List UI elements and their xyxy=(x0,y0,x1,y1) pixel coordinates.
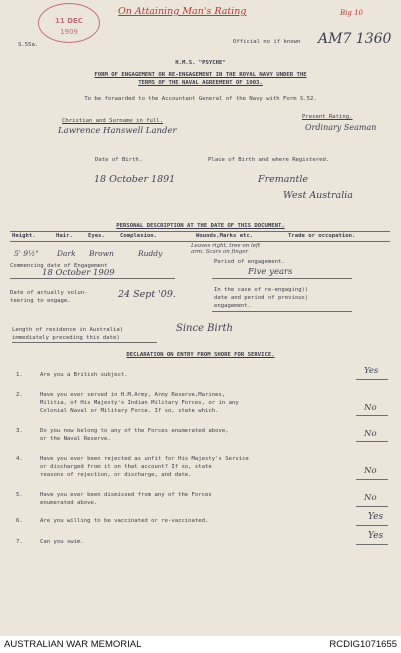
stamp-year: 1909 xyxy=(60,28,78,36)
question-number-2: 2. xyxy=(16,392,23,398)
name-value: Lawrence Hanswell Lander xyxy=(58,126,177,136)
form-code: S.55a. xyxy=(18,42,39,48)
eyes-value: Brown xyxy=(89,249,114,258)
header-eyes: Eyes. xyxy=(88,233,105,239)
pob-label: Place of Birth and where Registered. xyxy=(208,157,330,163)
question-number-4: 4. xyxy=(16,456,23,462)
answer-2-rule xyxy=(356,415,388,416)
answer-3: No xyxy=(364,429,377,439)
answer-6-rule xyxy=(356,525,388,526)
dob-value: 18 October 1891 xyxy=(94,174,176,185)
question-4-line-2: or discharged from it on that account? If so, state xyxy=(40,464,212,470)
question-4-line-1: Have you ever been rejected as unfit for His Majesty's Service xyxy=(40,456,249,462)
question-4-line-3: reasons of rejection, or discharge, and date. xyxy=(40,472,192,478)
header-complexion: Complexion. xyxy=(120,233,158,239)
question-2-line-3: Colonial Naval or Military Force. If so, state which. xyxy=(40,408,219,414)
question-2-line-1: Have you ever served in H.M.Army, Army Reserve,Marines, xyxy=(40,392,226,398)
description-table-header-rule xyxy=(10,241,390,242)
header-trade: Trade or occupation. xyxy=(288,233,356,239)
answer-2: No xyxy=(364,403,377,413)
question-7-line-1: Can you swim. xyxy=(40,539,84,545)
official-no-label: Official no if known xyxy=(233,39,301,45)
height-value: 5' 9½" xyxy=(14,249,39,258)
personal-description-heading: PERSONAL DESCRIPTION AT THE DATE OF THIS DOCUMENT. xyxy=(116,223,285,229)
footer-record-id: RCDIG1071655 xyxy=(329,639,397,650)
official-no-value: AM7 1360 xyxy=(318,31,392,47)
commencing-date-rule xyxy=(10,278,175,279)
declaration-heading: DECLARATION ON ENTRY FROM SHORE FOR SERVICE. xyxy=(126,352,275,358)
pob-value-1: Fremantle xyxy=(258,174,309,185)
stamp-date: 11 DEC xyxy=(55,17,83,25)
question-6-line-1: Are you willing to be vaccinated or re-vaccinated. xyxy=(40,518,209,524)
archive-footer xyxy=(0,636,401,653)
header-wounds: Wounds,Marks etc. xyxy=(196,233,254,239)
question-number-7: 7. xyxy=(16,539,23,545)
residence-rule xyxy=(12,342,157,343)
question-1-line-1: Are you a British subject. xyxy=(40,372,128,378)
reengage-label-3: engagement. xyxy=(214,303,252,309)
answer-6: Yes xyxy=(368,512,384,522)
question-3-line-1: Do you now belong to any of the Forces enumerated above, xyxy=(40,428,229,434)
volunteer-value: 24 Sept '09. xyxy=(118,289,176,300)
description-table-top-rule xyxy=(10,231,390,232)
commencing-date-label: Commencing date of Engagement xyxy=(10,263,108,269)
question-number-1: 1. xyxy=(16,372,23,378)
wounds-value: Leaves right, tree on left arm. Scars on finger xyxy=(191,243,261,255)
header-hair: Hair. xyxy=(56,233,73,239)
question-5-line-2: enumerated above. xyxy=(40,500,98,506)
question-number-5: 5. xyxy=(16,492,23,498)
question-3-line-2: or the Naval Reserve. xyxy=(40,436,111,442)
reengage-label-1: In the case of re-engaging)) xyxy=(214,287,309,293)
question-number-3: 3. xyxy=(16,428,23,434)
forward-note: To be forwarded to the Accountant General of the Navy with Form S.52. xyxy=(84,96,317,102)
pob-value-2: West Australia xyxy=(283,190,353,201)
answer-5: No xyxy=(364,493,377,503)
form-title-line-1: FORM OF ENGAGEMENT OR RE-ENGAGEMENT IN THE ROYAL NAVY UNDER THE xyxy=(94,72,307,78)
complexion-value: Ruddy xyxy=(138,249,163,258)
ship-name: H.M.S. "PSYCHE" xyxy=(175,60,226,66)
header-height: Height. xyxy=(12,233,36,239)
corner-note: Big 10 xyxy=(340,9,363,17)
answer-7-rule xyxy=(356,544,388,545)
period-value: Five years xyxy=(248,267,293,277)
reengage-label-2: date and period of previous) xyxy=(214,295,309,301)
question-5-line-1: Have you ever been dismissed from any of the Forces xyxy=(40,492,212,498)
answer-1: Yes xyxy=(364,366,379,376)
reengage-rule xyxy=(212,311,352,312)
answer-3-rule xyxy=(356,441,388,442)
period-rule xyxy=(212,278,352,279)
commencing-date-value: 18 October 1909 xyxy=(42,268,115,278)
question-number-6: 6. xyxy=(16,518,23,524)
residence-value: Since Birth xyxy=(176,323,233,334)
hair-value: Dark xyxy=(57,249,76,258)
answer-4: No xyxy=(364,466,377,476)
form-title-line-2: TERMS OF THE NAVAL AGREEMENT OF 1903. xyxy=(138,80,263,86)
volunteer-label-2: teering to engage. xyxy=(10,298,71,304)
answer-1-rule xyxy=(356,379,388,380)
answer-5-rule xyxy=(356,506,388,507)
answer-4-rule xyxy=(356,479,388,480)
footer-archive-name: AUSTRALIAN WAR MEMORIAL xyxy=(4,639,142,650)
residence-label-2: immediately preceding this date) xyxy=(12,335,120,341)
dob-label: Date of Birth. xyxy=(95,157,143,163)
received-date-stamp xyxy=(38,3,100,43)
name-label: Christian and Surname in full. xyxy=(62,118,164,124)
question-2-line-2: Militia, of His Majesty's Indian Military Forces, or in any xyxy=(40,400,239,406)
rating-label: Present Rating. xyxy=(302,114,353,120)
period-label: Period of engagement. xyxy=(214,259,285,265)
answer-7: Yes xyxy=(368,531,384,541)
volunteer-label-1: Date of actually volun- xyxy=(10,290,88,296)
residence-label-1: Length of residence in Australia) xyxy=(12,327,124,333)
rating-value: Ordinary Seaman xyxy=(305,123,377,132)
annotation-top: On Attaining Man's Rating xyxy=(118,6,247,17)
